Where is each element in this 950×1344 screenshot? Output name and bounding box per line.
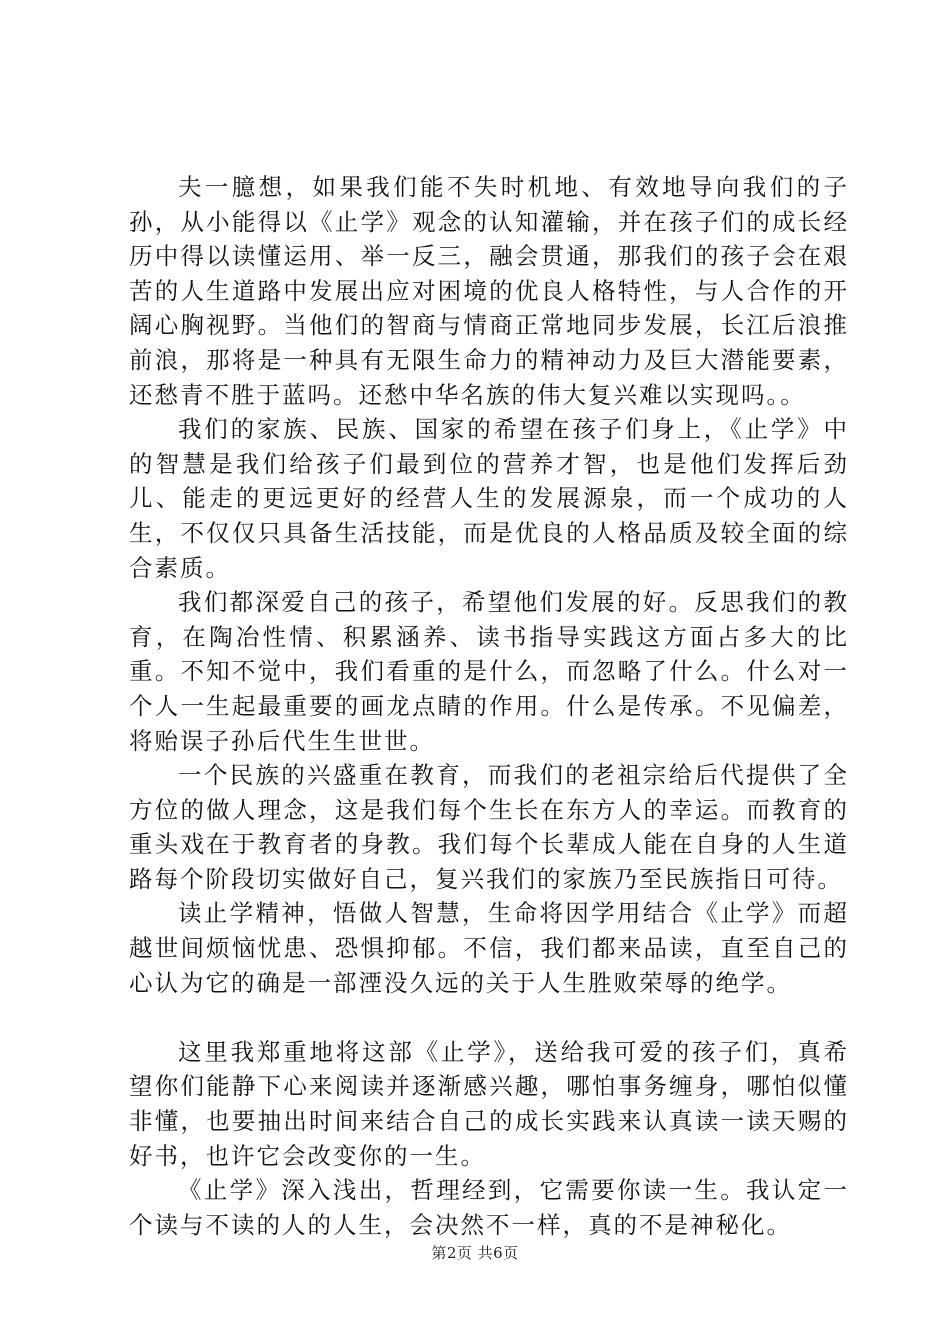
paragraph-1: 夫一臆想，如果我们能不失时机地、有效地导向我们的子孙，从小能得以《止学》观念的认知灌输，并在孩子们的成长经历中得以读懂运用、举一反三，融会贯通，那我们的孩子会在艰苦的人生道路中发展出应对困境的优良人格特性，与人合作的开阔心胸视野。当他们的智商与情商正常地同步发展，长江后浪推前浪，那将是一种具有无限生命力的精神动力及巨大潜能要素，还愁青不胜于蓝吗。还愁中华名族的伟大复兴难以实现吗。。 (129, 173, 849, 409)
paragraph-2: 我们的家族、民族、国家的希望在孩子们身上，《止学》中的智慧是我们给孩子们最到位的营养才智，也是他们发挥后劲儿、能走的更远更好的经营人生的发展源泉，而一个成功的人生，不仅仅只具备生活技能，而是优良的人格品质及较全面的综合素质。 (129, 415, 849, 582)
paragraph-7: 《止学》深入浅出，哲理经到，它需要你读一生。我认定一个读与不读的人的人生，会决然不一样，真的不是神秘化。 (129, 1176, 849, 1239)
page-number-footer: 第2页 共6页 (431, 1244, 519, 1262)
paragraph-spacer (129, 1000, 849, 1035)
paragraph-5: 读止学精神，悟做人智慧，生命将因学用结合《止学》而超越世间烦恼忧患、恐惧抑郁。不信，我们都来品读，直至自己的心认为它的确是一部湮没久远的关于人生胜败荣辱的绝学。 (129, 899, 849, 997)
paragraph-4: 一个民族的兴盛重在教育，而我们的老祖宗给后代提供了全方位的做人理念，这是我们每个生长在东方人的幸运。而教育的重头戏在于教育者的身教。我们每个长辈成人能在自身的人生道路每个阶段切实做好自己，复兴我们的家族乃至民族指日可待。 (129, 761, 849, 893)
paragraph-6: 这里我郑重地将这部《止学》，送给我可爱的孩子们，真希望你们能静下心来阅读并逐渐感兴趣，哪怕事务缠身，哪怕似懂非懂，也要抽出时间来结合自己的成长实践来认真读一读天赐的好书，也许它会改变你的一生。 (129, 1037, 849, 1170)
document-body (129, 170, 849, 1242)
paragraph-3: 我们都深爱自己的孩子，希望他们发展的好。反思我们的教育，在陶冶性情、积累涵养、读书指导实践这方面占多大的比重。不知不觉中，我们看重的是什么，而忽略了什么。什么对一个人一生起最重要的画龙点睛的作用。什么是传承。不见偏差，将贻误子孙后代生生世世。 (129, 588, 849, 755)
